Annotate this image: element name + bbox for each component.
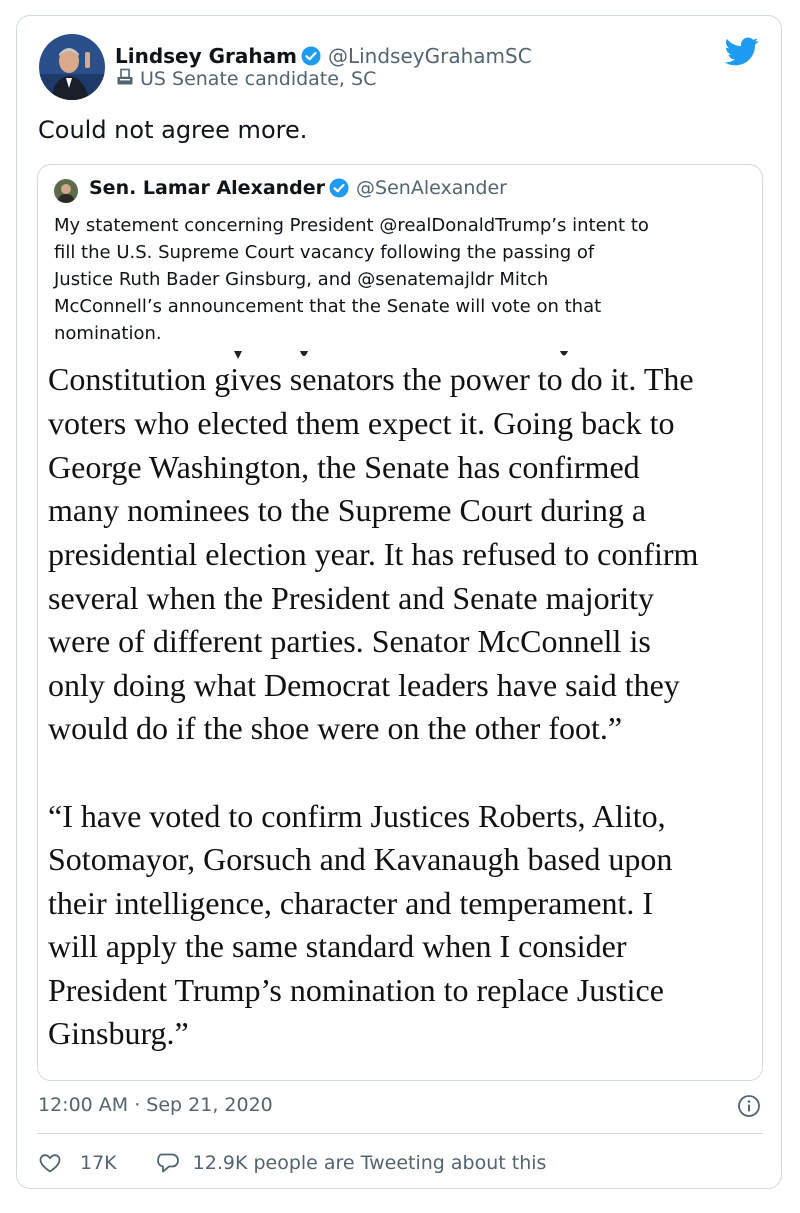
statement-line: voters who elected them expect it. Going back to bbox=[48, 405, 675, 441]
statement-line: several when the President and Senate majority bbox=[48, 580, 655, 616]
heart-icon[interactable] bbox=[38, 1151, 62, 1175]
ballot-box-icon bbox=[116, 68, 134, 90]
quoted-text-line: McConnell’s announcement that the Senate will vote on that bbox=[54, 296, 602, 317]
author-handle[interactable]: @LindseyGrahamSC bbox=[327, 44, 532, 68]
statement-line: will apply the same standard when I consider bbox=[48, 928, 627, 964]
statement-line: presidential election year. It has refused to confirm bbox=[48, 536, 699, 572]
statement-line: George Washington, the Senate has confirmed bbox=[48, 449, 640, 485]
quoted-text-line: Justice Ruth Bader Ginsburg, and @senatemajldr Mitch bbox=[54, 269, 549, 290]
statement-line: would do if the shoe were on the other foot.” bbox=[48, 710, 623, 746]
quoted-author-handle[interactable]: @SenAlexander bbox=[356, 177, 507, 199]
speech-bubble-icon[interactable] bbox=[155, 1151, 181, 1175]
author-label bbox=[116, 68, 376, 90]
quoted-author-row[interactable] bbox=[89, 177, 507, 199]
quoted-tweet[interactable] bbox=[37, 164, 763, 1081]
info-icon[interactable] bbox=[737, 1094, 761, 1118]
statement-line: their intelligence, character and temperament. I bbox=[48, 885, 654, 921]
statement-line: Sotomayor, Gorsuch and Kavanaugh based upon bbox=[48, 841, 673, 877]
statement-line: many nominees to the Supreme Court during a bbox=[48, 492, 647, 528]
statement-line: “I have voted to confirm Justices Roberts, Alito, bbox=[48, 798, 666, 834]
tweet-card[interactable] bbox=[16, 15, 782, 1189]
author-name[interactable]: Lindsey Graham bbox=[115, 44, 297, 68]
conversation-link[interactable]: 12.9K people are Tweeting about this bbox=[192, 1152, 547, 1174]
tweet-text: Could not agree more. bbox=[38, 116, 308, 144]
quoted-avatar[interactable] bbox=[54, 179, 78, 203]
quoted-text-line: My statement concerning President @realDonaldTrump’s intent to bbox=[54, 215, 649, 236]
verified-badge-icon bbox=[301, 46, 321, 66]
quoted-author-name[interactable]: Sen. Lamar Alexander bbox=[89, 177, 326, 199]
author-avatar[interactable] bbox=[39, 34, 105, 100]
twitter-bird-icon[interactable] bbox=[725, 34, 759, 68]
statement-line: President Trump’s nomination to replace Justice bbox=[48, 972, 664, 1008]
quoted-text-line: fill the U.S. Supreme Court vacancy following the passing of bbox=[54, 242, 595, 263]
statement-line: were of different parties. Senator McConnell is bbox=[48, 623, 651, 659]
tweet-timestamp[interactable]: 12:00 AM · Sep 21, 2020 bbox=[38, 1094, 273, 1116]
statement-line: Ginsburg.” bbox=[48, 1015, 189, 1051]
verified-badge-icon bbox=[329, 178, 349, 198]
author-label-text: US Senate candidate, SC bbox=[140, 68, 377, 90]
like-count[interactable]: 17K bbox=[80, 1152, 117, 1174]
quoted-text bbox=[54, 212, 754, 347]
statement-line: only doing what Democrat leaders have said they bbox=[48, 667, 680, 703]
tweet-actions bbox=[38, 1151, 546, 1175]
author-row[interactable] bbox=[115, 42, 532, 70]
divider bbox=[37, 1133, 763, 1134]
quoted-text-line: nomination. bbox=[54, 323, 162, 344]
statement-line: Constitution gives senators the power to do it. The bbox=[48, 361, 694, 397]
statement-image[interactable] bbox=[38, 351, 762, 1081]
